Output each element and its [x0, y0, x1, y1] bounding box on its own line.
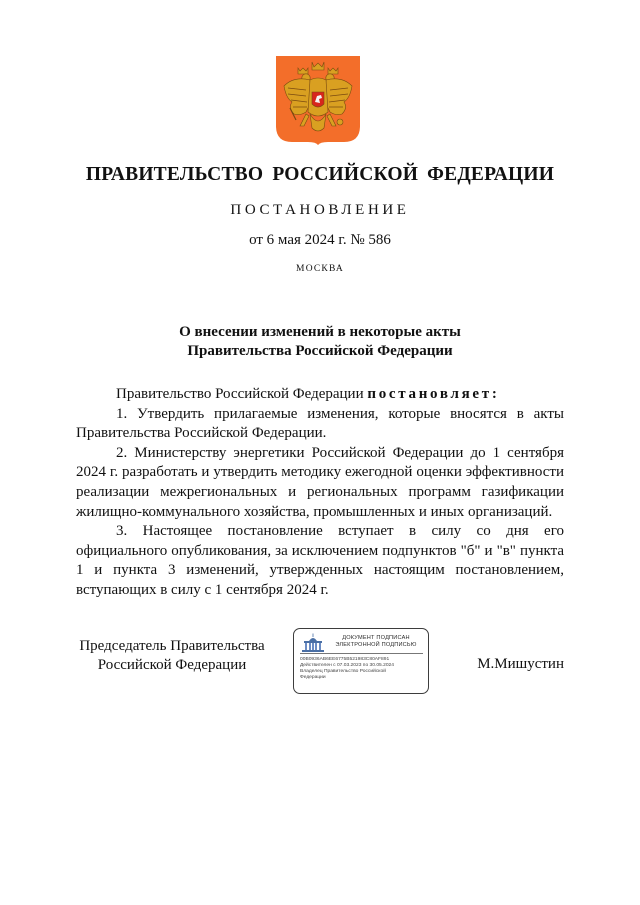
paragraph-2: 2. Министерству энергетики Российской Федерации до 1 сентября 2024 г. разработать и утвердить методику ежегодной оценки эффективности реализации межрегиональных и региональных программ газификации жилищно-коммунального хозяйства, промышленных и иных организаций.	[76, 444, 564, 520]
stamp-header	[327, 635, 425, 649]
stamp-validity: Действителен с 07.03.2023 по 30.05.2024	[300, 663, 394, 669]
signatory-name: М.Мишустин	[477, 656, 564, 672]
intro-paragraph	[76, 385, 564, 405]
stamp-header-line-2: ЭЛЕКТРОННОЙ ПОДПИСЬЮ	[335, 642, 417, 648]
coat-of-arms-icon	[276, 56, 360, 145]
stamp-details	[300, 657, 424, 681]
signatory-position-line-2: Российской Федерации	[97, 657, 247, 673]
intro-text: Правительство Российской Федерации	[116, 386, 368, 402]
document-date-number: от 6 мая 2024 г. № 586	[249, 232, 391, 248]
paragraph-1: 1. Утвердить прилагаемые изменения, которые вносятся в акты Правительства Российской Федерации.	[76, 405, 564, 442]
stamp-divider	[300, 653, 423, 654]
signatory-position-line-1: Председатель Правительства	[79, 638, 265, 654]
subject-line-2: Правительства Российской Федерации	[187, 343, 453, 359]
document-body	[76, 385, 564, 601]
intro-keyword: постановляет:	[367, 386, 500, 402]
document-type: ПОСТАНОВЛЕНИЕ	[230, 202, 410, 218]
document-city: МОСКВА	[296, 264, 344, 274]
electronic-signature-stamp	[293, 628, 429, 694]
signatory-position	[76, 637, 268, 675]
stamp-owner-line-2: Федерации	[300, 675, 326, 681]
subject-line-1: О внесении изменений в некоторые акты	[179, 324, 461, 340]
stamp-owner-line-1: Владелец Правительство Российской	[300, 669, 386, 675]
government-title: ПРАВИТЕЛЬСТВО РОССИЙСКОЙ ФЕДЕРАЦИИ	[85, 164, 555, 185]
stamp-serial: 00B0936AB6EE6775B521983C80AF891	[300, 657, 390, 662]
document-subject	[0, 323, 640, 361]
government-building-icon	[301, 633, 325, 653]
stamp-header-line-1: ДОКУМЕНТ ПОДПИСАН	[342, 635, 410, 641]
paragraph-3: 3. Настоящее постановление вступает в силу со дня его официального опубликования, за исключением подпунктов "б" и "в" пункта 1 и пункта 3 изменений, утвержденных настоящим постановлением, вступающих в силу с 1 сентября 2024 г.	[76, 523, 564, 598]
